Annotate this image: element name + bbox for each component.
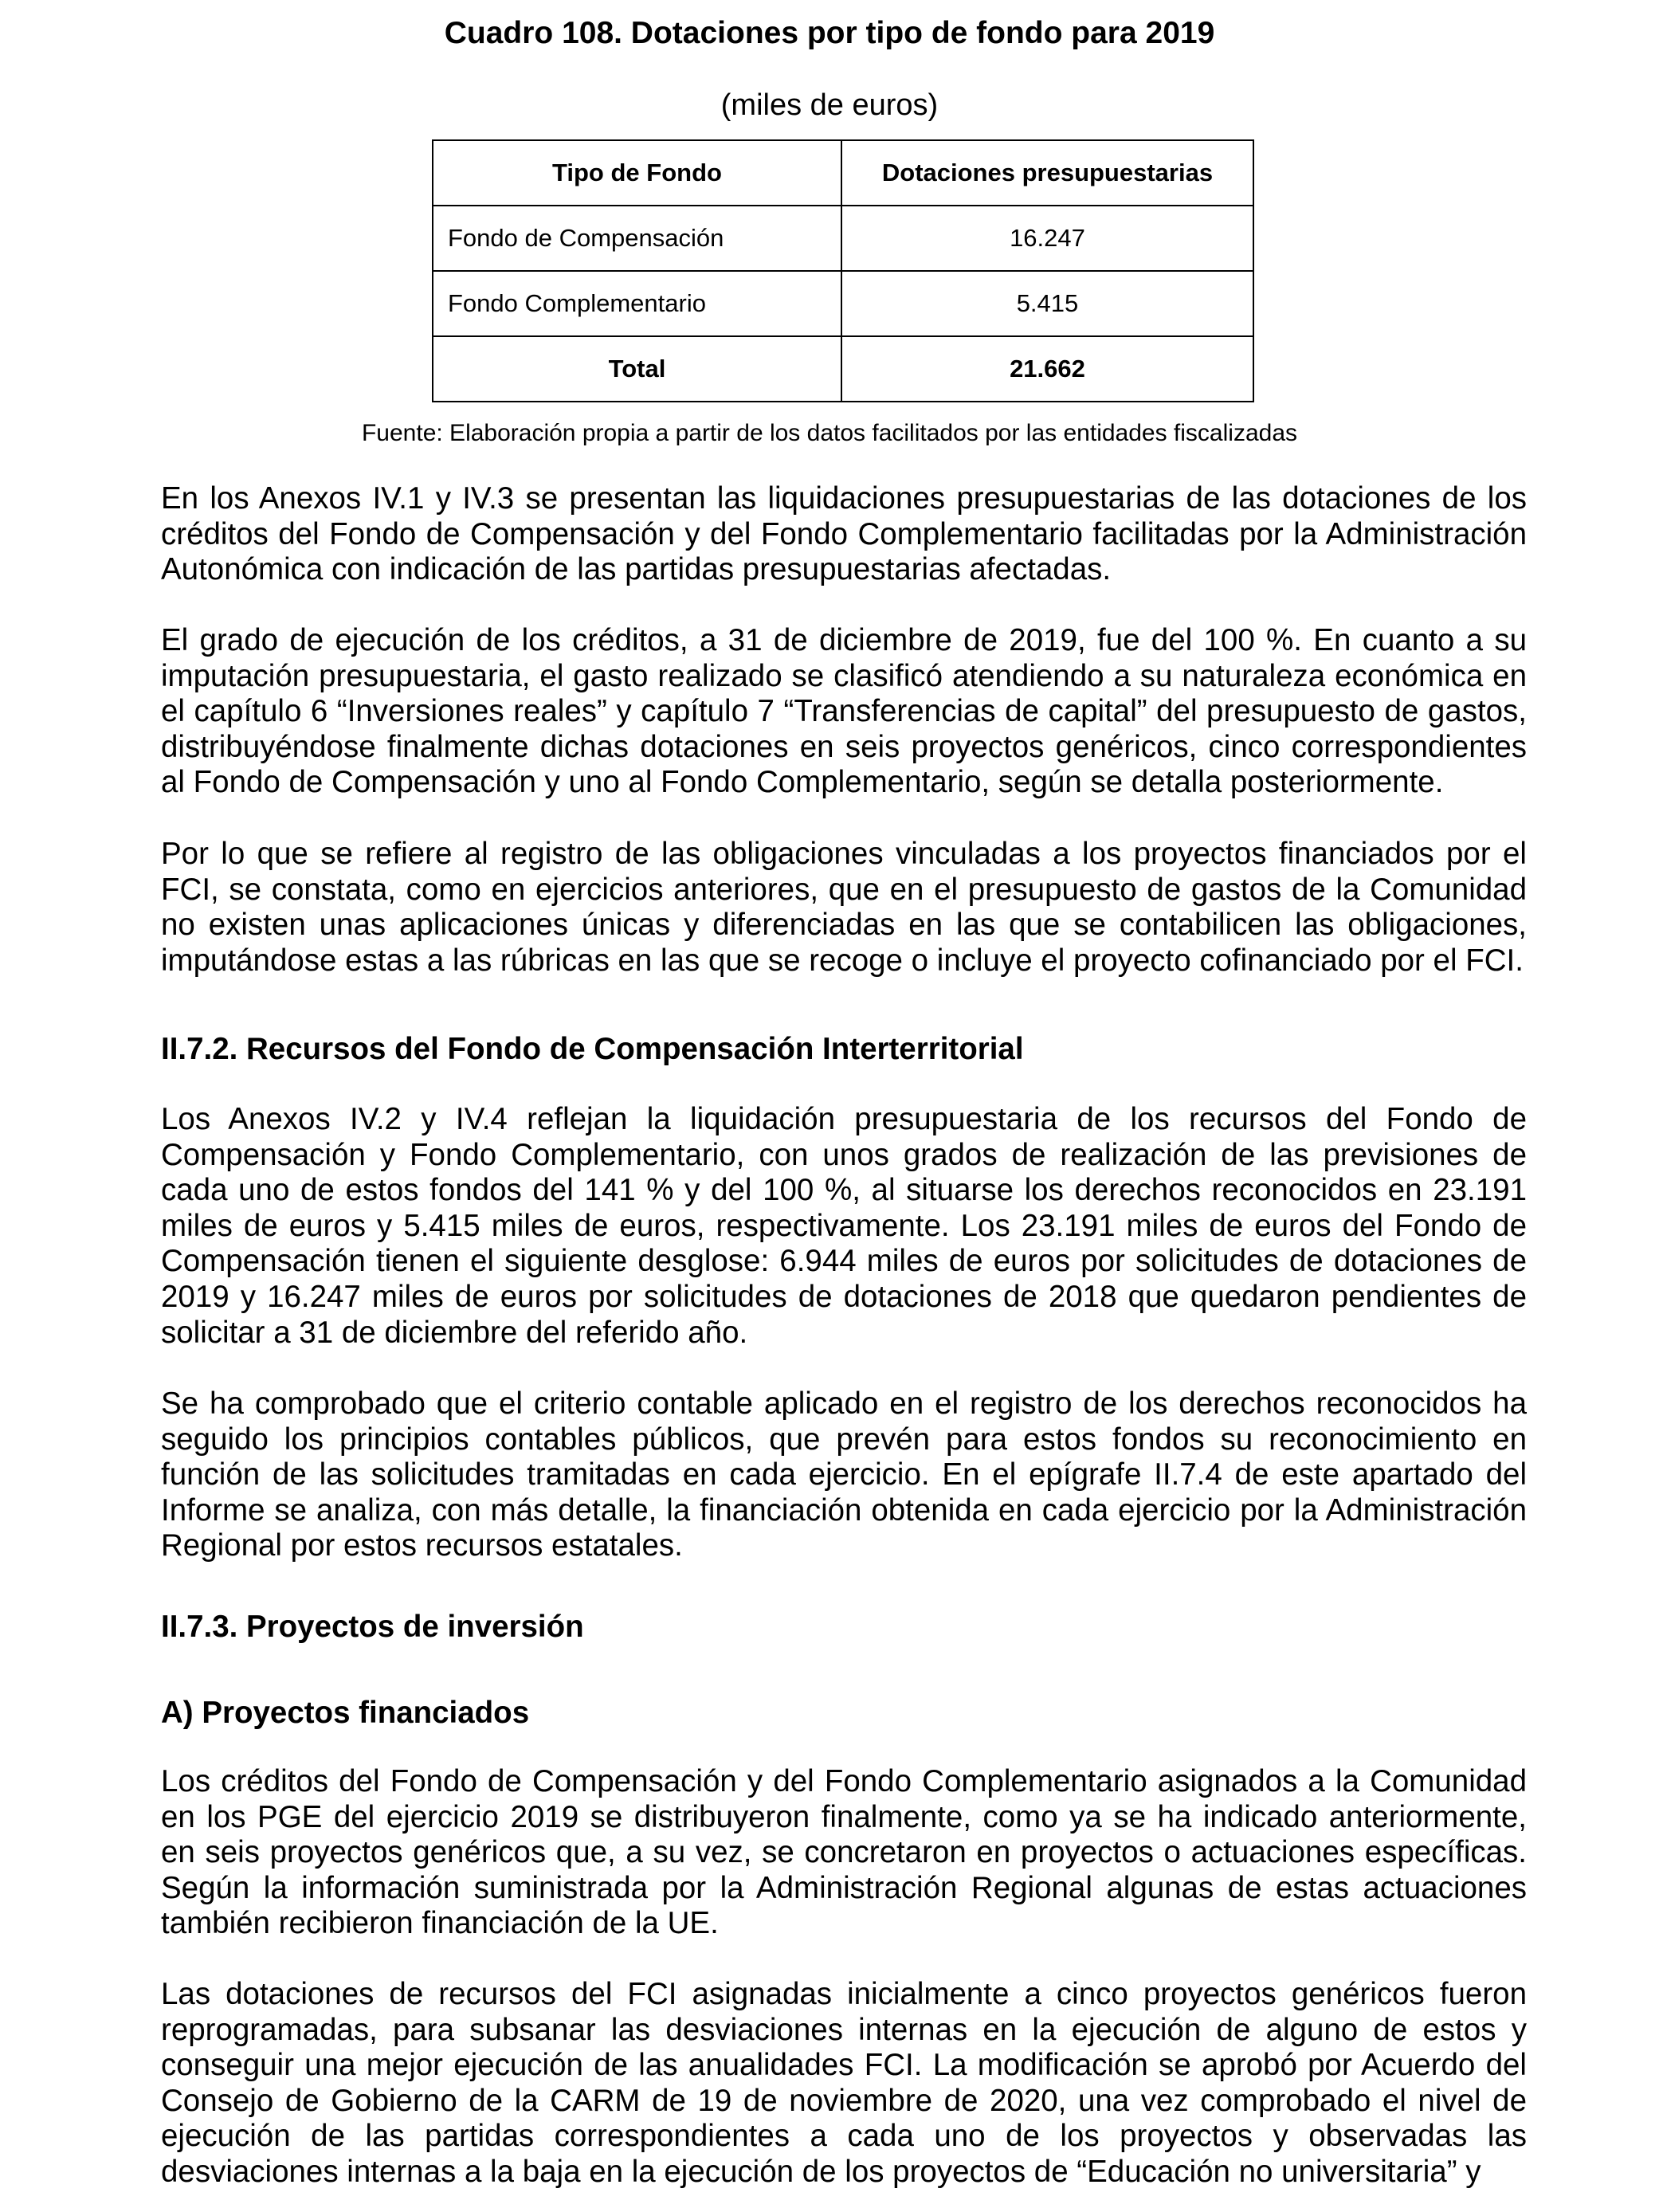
column-header-fund-type: Tipo de Fondo [433,140,841,206]
subsection-heading-financed-projects: A) Proyectos financiados [161,1696,530,1730]
table-caption-title: Cuadro 108. Dotaciones por tipo de fondo para 2019 [444,16,1215,50]
table-header-row [433,140,1253,206]
paragraph-annexes-iv1-iv3: En los Anexos IV.1 y IV.3 se presentan las liquidaciones presupuestarias de las dotaciones de los créditos del Fondo de Compensación y del Fondo Complementario facilitadas por la Administración Autonómica con indicación de las partidas presupuestarias afectadas. [161,481,1527,587]
funds-table [432,139,1254,402]
column-header-budget-allocations: Dotaciones presupuestarias [841,140,1253,206]
total-label: Total [433,336,841,402]
row-value-complementary-fund: 5.415 [841,271,1253,336]
total-value: 21.662 [841,336,1253,402]
paragraph-credits-distribution: Los créditos del Fondo de Compensación y del Fondo Complementario asignados a la Comunidad en los PGE del ejercicio 2019 se distribuyeron finalmente, como ya se ha indicado anteriormente, en seis proyectos genéricos que, a su vez, se concretaron en proyectos o actuaciones específicas. Según la información suministrada por la Administración Regional algunas de estas actuaciones también recibieron financiación de la UE. [161,1764,1527,1941]
table-row [433,271,1253,336]
row-value-compensation-fund: 16.247 [841,206,1253,271]
section-heading-fci-resources: II.7.2. Recursos del Fondo de Compensación Interterritorial [161,1032,1024,1066]
table-caption-units: (miles de euros) [720,88,939,122]
paragraph-obligations-registry: Por lo que se refiere al registro de las obligaciones vinculadas a los proyectos financiados por el FCI, se constata, como en ejercicios anteriores, que en el presupuesto de gastos de la Comunidad no existen unas aplicaciones únicas y diferenciadas en las que se contabilicen las obligaciones, imputándose estas a las rúbricas en las que se recoge o incluye el proyecto cofinanciado por el FCI. [161,837,1527,978]
table-total-row [433,336,1253,402]
row-label-compensation-fund: Fondo de Compensación [433,206,841,271]
paragraph-annexes-iv2-iv4: Los Anexos IV.2 y IV.4 reflejan la liquidación presupuestaria de los recursos del Fondo de Compensación y Fondo Complementario, con unos grados de realización de las previsiones de cada uno de estos fondos del 141 % y del 100 %, al situarse los derechos reconocidos en 23.191 miles de euros y 5.415 miles de euros, respectivamente. Los 23.191 miles de euros del Fondo de Compensación tienen el siguiente desglose: 6.944 miles de euros por solicitudes de dotaciones de 2019 y 16.247 miles de euros por solicitudes de dotaciones de 2018 que quedaron pendientes de solicitar a 31 de diciembre del referido año. [161,1102,1527,1350]
paragraph-execution-degree: El grado de ejecución de los créditos, a 31 de diciembre de 2019, fue del 100 %. En cuanto a su imputación presupuestaria, el gasto realizado se clasificó atendiendo a su naturaleza económica en el capítulo 6 “Inversiones reales” y capítulo 7 “Transferencias de capital” del presupuesto de gastos, distribuyéndose finalmente dichas dotaciones en seis proyectos genéricos, cinco correspondientes al Fondo de Compensación y uno al Fondo Complementario, según se detalla posteriormente. [161,623,1527,800]
paragraph-accounting-criteria: Se ha comprobado que el criterio contable aplicado en el registro de los derechos reconocidos ha seguido los principios contables públicos, que prevén para estos fondos su reconocimiento en función de las solicitudes tramitadas en cada ejercicio. En el epígrafe II.7.4 de este apartado del Informe se analiza, con más detalle, la financiación obtenida en cada ejercicio por la Administración Regional por estos recursos estatales. [161,1386,1527,1563]
table-row [433,206,1253,271]
row-label-complementary-fund: Fondo Complementario [433,271,841,336]
paragraph-reprogramming: Las dotaciones de recursos del FCI asignadas inicialmente a cinco proyectos genéricos fueron reprogramadas, para subsanar las desviaciones internas en la ejecución de alguno de estos y conseguir una mejor ejecución de las anualidades FCI. La modificación se aprobó por Acuerdo del Consejo de Gobierno de la CARM de 19 de noviembre de 2020, una vez comprobado el nivel de ejecución de las partidas correspondientes a cada uno de los proyectos y observadas las desviaciones internas a la baja en la ejecución de los proyectos de “Educación no universitaria” y [161,1977,1527,2189]
table-source-note: Fuente: Elaboración propia a partir de los datos facilitados por las entidades fiscalizadas [361,420,1297,446]
section-heading-investment-projects: II.7.3. Proyectos de inversión [161,1610,584,1644]
